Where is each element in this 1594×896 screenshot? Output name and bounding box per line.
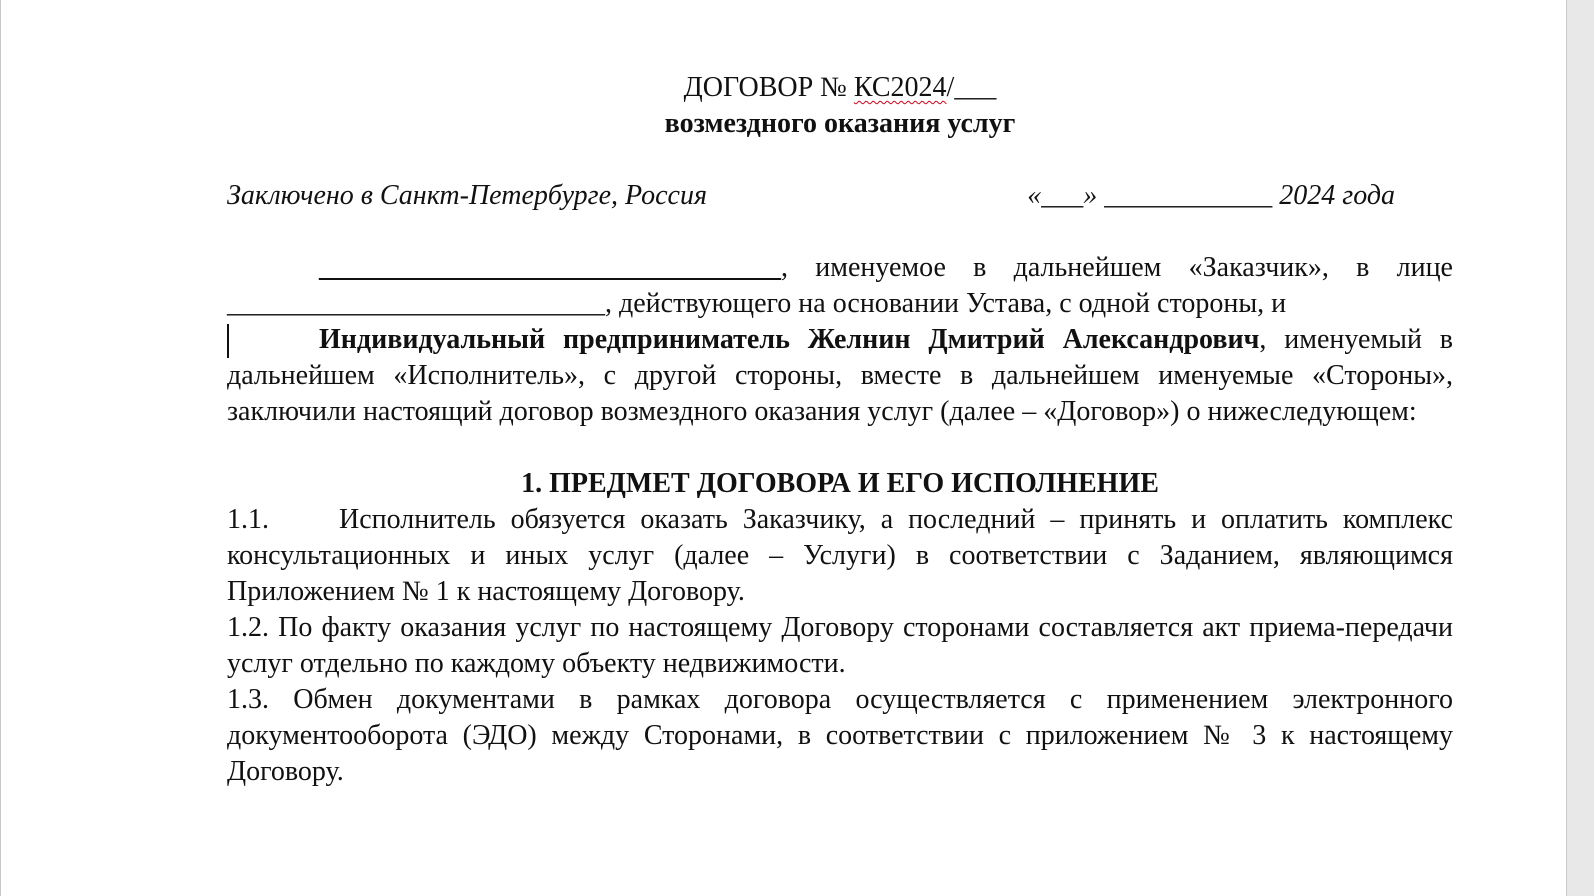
title-prefix: ДОГОВОР № — [683, 72, 854, 103]
section-1-title: 1. ПРЕДМЕТ ДОГОВОРА И ЕГО ИСПОЛНЕНИЕ — [521, 468, 1159, 499]
clause-number: 1.3. — [227, 684, 269, 715]
clause-1-2 — [227, 610, 1453, 682]
date-year: 2024 года — [1279, 180, 1395, 211]
place-date-row — [227, 178, 1453, 214]
clause-text: Обмен документами в рамках договора осуществляется с применением электронного документооборота (ЭДО) между Сторонами, в соответствии с приложением № 3 к настоящему Договору. — [227, 684, 1454, 787]
document-body[interactable] — [227, 70, 1453, 790]
executor-paragraph — [227, 322, 1453, 430]
date-day-blank: ___ — [1041, 180, 1084, 211]
clause-text: По факту оказания услуг по настоящему Договору сторонами составляется акт приема-передачи услуг отдельно по каждому объекту недвижимости. — [227, 612, 1453, 679]
customer-intro: , именуемое в дальнейшем «Заказчик», в лице — [781, 252, 1453, 283]
contract-subtitle: возмездного оказания услуг — [664, 108, 1016, 139]
clause-text: Исполнитель обязуется оказать Заказчику, а последний – принять и оплатить комплекс консультационных и иных услуг (далее – Услуги) в соответствии с Заданием, являющимся Приложением № 1 к настоящему Договору. — [227, 504, 1453, 607]
customer-name-blank: _________________________________ — [319, 252, 781, 283]
title-number: КС2024 — [853, 72, 947, 103]
text-cursor — [227, 324, 229, 358]
signing-date — [1027, 178, 1453, 214]
customer-basis: действующего на основании Устава, с одной стороны, и — [619, 288, 1287, 319]
date-close-quote: » — [1083, 180, 1098, 211]
clause-number: 1.1. — [227, 504, 269, 535]
contract-title — [227, 70, 1453, 106]
representative-blank: ___________________________, — [227, 288, 612, 319]
place-of-signing: Заключено в Санкт-Петербурге, Россия — [227, 180, 707, 211]
clause-1-3 — [227, 682, 1453, 790]
executor-name: Индивидуальный предприниматель Желнин Дмитрий Александрович — [319, 324, 1260, 355]
clause-number: 1.2. — [227, 612, 269, 643]
date-open-quote: « — [1027, 180, 1042, 211]
spacer — [227, 214, 1453, 250]
executor-text: , именуемый в дальнейшем «Исполнитель», с другой стороны, вместе в дальнейшем именуемые «Стороны», заключили настоящий договор возмездного оказания услуг (далее – «Договор») о нижеследующем: — [227, 324, 1453, 427]
title-suffix: /___ — [946, 72, 997, 103]
clause-1-1 — [227, 502, 1453, 610]
date-month-blank: ____________ — [1104, 180, 1273, 211]
spacer — [227, 430, 1453, 466]
customer-paragraph — [227, 250, 1453, 322]
